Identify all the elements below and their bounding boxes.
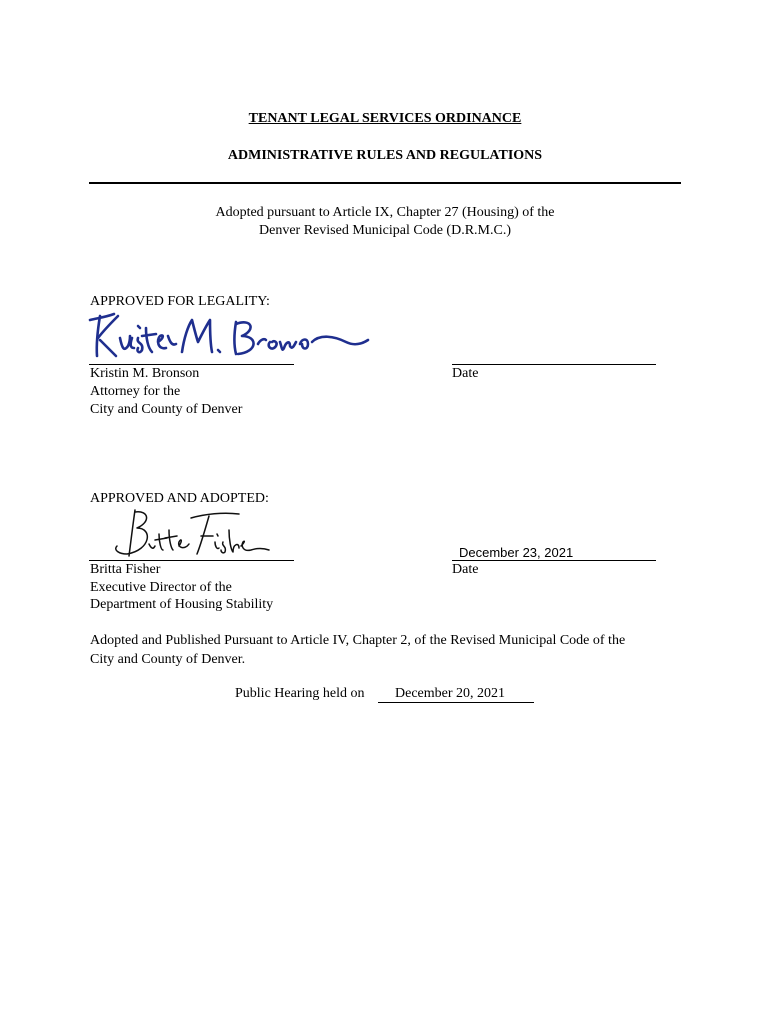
hearing-date: December 20, 2021 [395, 686, 506, 701]
hearing-date-line [378, 702, 534, 703]
adoption-line-2: Denver Revised Municipal Code (D.R.M.C.) [259, 223, 511, 238]
published-line-1: Adopted and Published Pursuant to Article IV, Chapter 2, of the Revised Municipal Code of the [90, 633, 626, 648]
published-line-2: City and County of Denver. [90, 652, 246, 667]
adopted-signer-title-2: Department of Housing Stability [90, 597, 274, 612]
document-subtitle: ADMINISTRATIVE RULES AND REGULATIONS [227, 148, 543, 163]
adopted-date-line [452, 560, 656, 561]
header-divider [89, 182, 681, 184]
adopted-signer-title-1: Executive Director of the [90, 580, 232, 595]
legality-signer-name: Kristin M. Bronson [90, 366, 200, 381]
bronson-signature [86, 308, 371, 364]
adopted-signer-name: Britta Fisher [90, 562, 161, 577]
adopted-date-label: Date [452, 562, 479, 577]
adopted-signature-line [89, 560, 294, 561]
legality-signature-line [89, 364, 294, 365]
adopted-date-value: December 23, 2021 [459, 545, 574, 560]
fisher-signature [105, 506, 270, 562]
legality-signer-title-1: Attorney for the [90, 384, 181, 399]
adoption-line-1: Adopted pursuant to Article IX, Chapter 27 (Housing) of the [215, 205, 555, 220]
legality-signer-title-2: City and County of Denver [90, 402, 243, 417]
legality-date-line [452, 364, 656, 365]
document-title: TENANT LEGAL SERVICES ORDINANCE [248, 111, 522, 126]
legality-heading: APPROVED FOR LEGALITY: [90, 294, 270, 309]
legality-date-label: Date [452, 366, 479, 381]
hearing-label: Public Hearing held on [235, 686, 365, 701]
adopted-heading: APPROVED AND ADOPTED: [90, 491, 269, 506]
